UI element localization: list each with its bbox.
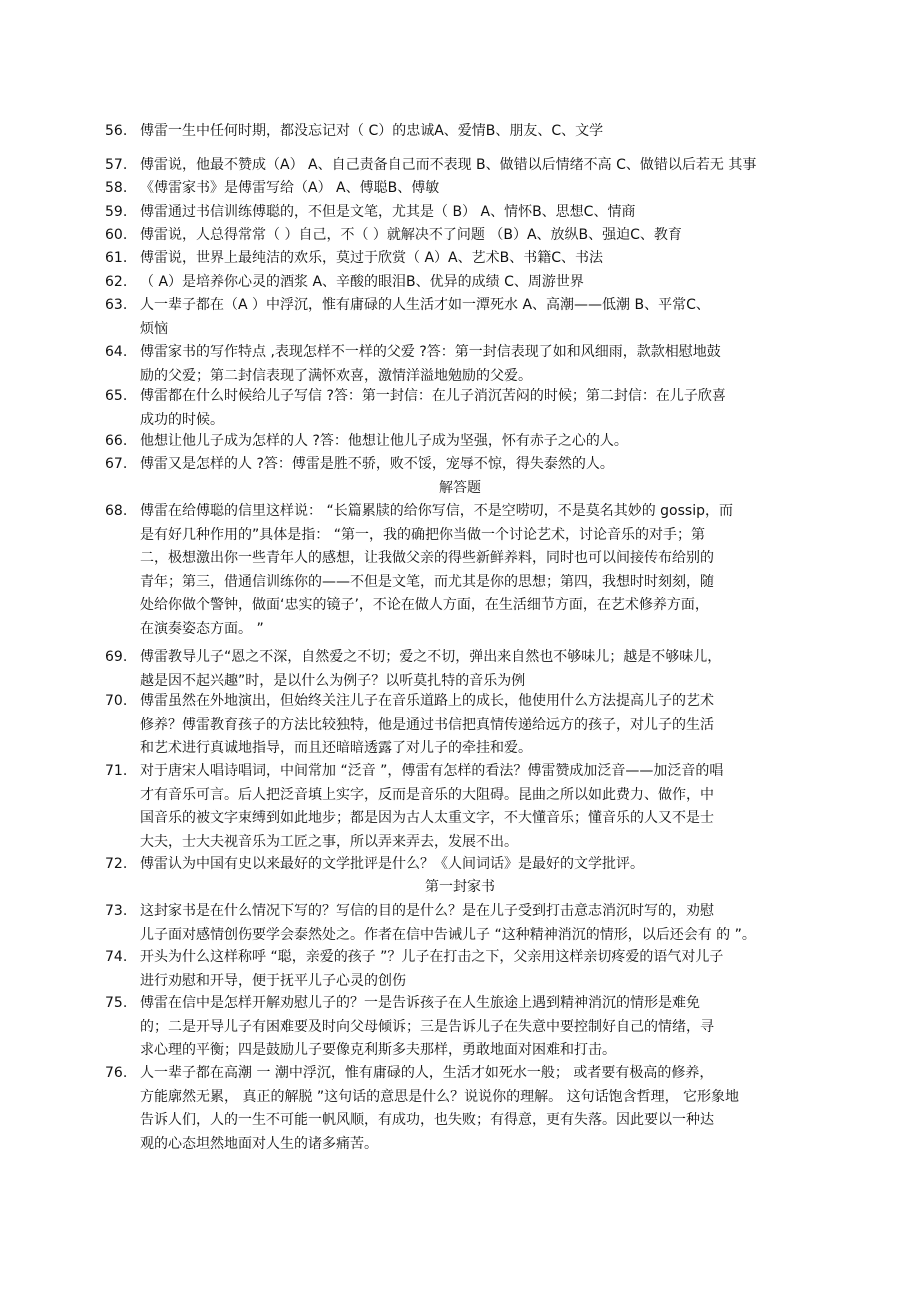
question-number: 59. <box>105 204 128 220</box>
question-number: 70. <box>105 693 128 709</box>
question-text: 傅雷虽然在外地演出，但始终关注儿子在音乐道路上的成长，他使用什么方法提高儿子的艺术 <box>140 693 714 709</box>
question-73 <box>105 900 805 947</box>
question-number: 63. <box>105 297 128 313</box>
question-text: 烦恼 <box>140 320 168 337</box>
question-74 <box>105 946 805 993</box>
question-text: 是有好几种作用的”具体是指： “第一，我的确把你当做一个讨论艺术，讨论音乐的对手；第 <box>140 526 705 543</box>
question-59 <box>105 201 805 225</box>
question-text: 二，极想激出你一些青年人的感想，让我做父亲的得些新鲜养料，同时也可以间接传布给别的 <box>140 550 714 566</box>
question-text: 国音乐的被文字束缚到如此地步；都是因为古人太重文字，不大懂音乐；懂音乐的人又不是士 <box>140 810 714 826</box>
question-number: 56. <box>105 123 128 139</box>
question-text: 和艺术进行真诚地指导，而且还暗暗透露了对儿子的牵挂和爱。 <box>140 740 532 756</box>
question-text: 励的父爱；第二封信表现了满怀欢喜，激情洋溢地勉励的父爱。 <box>140 367 532 384</box>
question-number: 67. <box>105 456 128 472</box>
question-text: 傅雷在信中是怎样开解劝慰儿子的？一是告诉孩子在人生旅途上遇到精神消沉的情形是难免 <box>140 995 700 1011</box>
question-text: 人一辈子都在高潮 一 潮中浮沉，惟有庸碌的人，生活才如死水一般； 或者要有极高的修养， <box>140 1065 714 1081</box>
question-text: 这封家书是在什么情况下写的？写信的目的是什么？是在儿子受到打击意志消沉时写的，劝慰 <box>140 903 714 919</box>
question-number: 64. <box>105 344 128 360</box>
question-text: 修养？傅雷教育孩子的方法比较独特，他是通过书信把真情传递给远方的孩子，对儿子的生活 <box>140 716 714 733</box>
question-text: 儿子面对感情创伤要学会泰然处之。作者在信中告诫儿子 “这种精神消沉的情形，以后还会有 的 ”。 <box>140 926 756 943</box>
question-62 <box>105 271 805 295</box>
question-57 <box>105 154 805 178</box>
question-text: 成功的时候。 <box>140 411 224 428</box>
question-text: （ A）是培养你心灵的酒浆 A、辛酸的眼泪B、优异的成绩 C、周游世界 <box>140 274 584 290</box>
question-text: 求心理的平衡；四是鼓励儿子要像克利斯多夫那样，勇敢地面对困难和打击。 <box>140 1042 616 1058</box>
question-text: 傅雷通过书信训练傅聪的，不但是文笔，尤其是（ B） A、情怀B、思想C、情商 <box>140 204 636 220</box>
question-text: 的；二是开导儿子有困难要及时向父母倾诉；三是告诉儿子在失意中要控制好自己的情绪，寻 <box>140 1018 714 1035</box>
question-text: 才有音乐可言。后人把泛音填上实字，反而是音乐的大阻碍。昆曲之所以如此费力、做作，中 <box>140 786 714 803</box>
section-heading-first-letter: 第一封家书 <box>425 879 495 895</box>
question-number: 68. <box>105 503 128 519</box>
question-71 <box>105 760 805 854</box>
section-heading-answers: 解答题 <box>439 480 481 496</box>
question-text: 《傅雷家书》是傅雷写给（A） A、傅聪B、傅敏 <box>140 180 440 196</box>
question-number: 69. <box>105 649 128 665</box>
question-text: 人一辈子都在（A ）中浮沉，惟有庸碌的人生活才如一潭死水 A、高潮——低潮 B、平常C、 <box>140 297 710 313</box>
question-text: 观的心态坦然地面对人生的诸多痛苦。 <box>140 1135 378 1152</box>
question-text: 傅雷都在什么时候给儿子写信 ?答：第一封信：在儿子消沉苦闷的时候；第二封信：在儿子欣喜 <box>140 388 726 404</box>
question-number: 75. <box>105 995 128 1011</box>
question-text: 傅雷在给傅聪的信里这样说： “长篇累牍的给你写信，不是空唠叨，不是莫名其妙的 gossip，而 <box>140 503 733 519</box>
question-number: 57. <box>105 157 128 173</box>
question-number: 65. <box>105 388 128 404</box>
question-number: 71. <box>105 763 128 779</box>
question-66 <box>105 430 805 454</box>
question-text: 傅雷说，他最不赞成（A） A、自己责备自己而不表现 B、做错以后情绪不高 C、做错以后若无 其事 <box>140 157 757 173</box>
question-61 <box>105 247 805 271</box>
question-text: 他想让他儿子成为怎样的人 ?答：他想让他儿子成为坚强，怀有赤子之心的人。 <box>140 433 628 449</box>
question-68 <box>105 500 805 641</box>
question-text: 青年；第三，借通信训练你的——不但是文笔，而尤其是你的思想；第四，我想时时刻刻，随 <box>140 573 714 590</box>
question-text: 傅雷一生中任何时期，都没忘记对（ C）的忠诚A、爱情B、朋友、C、文学 <box>140 123 604 139</box>
question-60 <box>105 224 805 248</box>
question-58 <box>105 177 805 201</box>
question-text: 方能廓然无累， 真正的解脱 ”这句话的意思是什么？说说你的理解。 这句话饱含哲理， 它形象地 <box>140 1088 740 1105</box>
question-number: 58. <box>105 180 128 196</box>
question-number: 62. <box>105 274 128 290</box>
question-75 <box>105 992 805 1063</box>
question-text: 傅雷说，世界上最纯洁的欢乐，莫过于欣赏（ A）A、艺术B、书籍C、书法 <box>140 250 603 266</box>
question-56 <box>105 120 805 144</box>
question-65 <box>105 385 805 432</box>
question-text: 傅雷家书的写作特点 ,表现怎样不一样的父爱 ?答：第一封信表现了如和风细雨，款款相慰地鼓 <box>140 344 721 360</box>
question-69 <box>105 646 805 693</box>
question-number: 60. <box>105 227 128 243</box>
question-70 <box>105 690 805 761</box>
question-number: 76. <box>105 1065 128 1081</box>
question-text: 傅雷教导儿子“恩之不深，自然爱之不切；爱之不切，弹出来自然也不够味儿；越是不够味儿， <box>140 649 722 665</box>
question-text: 处给你做个警钟，做面‘忠实的镜子’，不论在做人方面，在生活细节方面，在艺术修养方面， <box>140 597 709 613</box>
question-67 <box>105 453 805 477</box>
question-text: 大夫，士大夫视音乐为工匠之事，所以弄来弄去，发展不出。 <box>140 833 518 850</box>
question-64 <box>105 341 805 388</box>
question-text: 进行劝慰和开导，便于抚平儿子心灵的创伤 <box>140 972 406 989</box>
question-text: 在演奏姿态方面。 ” <box>140 620 264 637</box>
question-text: 开头为什么这样称呼 “聪，亲爱的孩子 ”？儿子在打击之下，父亲用这样亲切疼爱的语气对儿子 <box>140 949 724 965</box>
question-63 <box>105 294 805 341</box>
question-72 <box>105 853 805 877</box>
question-text: 越是因不起兴趣”时，是以什么为例子？以听莫扎特的音乐为例 <box>140 672 526 689</box>
question-number: 61. <box>105 250 128 266</box>
question-text: 傅雷说，人总得常常（ ）自己，不（ ）就解决不了问题 （B）A、放纵B、强迫C、教育 <box>140 227 682 243</box>
question-text: 对于唐宋人唱诗唱词，中间常加 “泛音 ”，傅雷有怎样的看法？傅雷赞成加泛音——加泛音的唱 <box>140 763 724 779</box>
question-number: 74. <box>105 949 128 965</box>
question-number: 72. <box>105 856 128 872</box>
question-text: 告诉人们，人的一生不可能一帆风顺，有成功，也失败；有得意，更有失落。因此要以一种达 <box>140 1112 714 1128</box>
question-number: 66. <box>105 433 128 449</box>
question-76 <box>105 1062 805 1156</box>
question-number: 73. <box>105 903 128 919</box>
question-text: 傅雷认为中国有史以来最好的文学批评是什么？《人间词话》是最好的文学批评。 <box>140 856 644 872</box>
question-text: 傅雷又是怎样的人 ?答：傅雷是胜不骄，败不馁，宠辱不惊，得失泰然的人。 <box>140 456 614 472</box>
